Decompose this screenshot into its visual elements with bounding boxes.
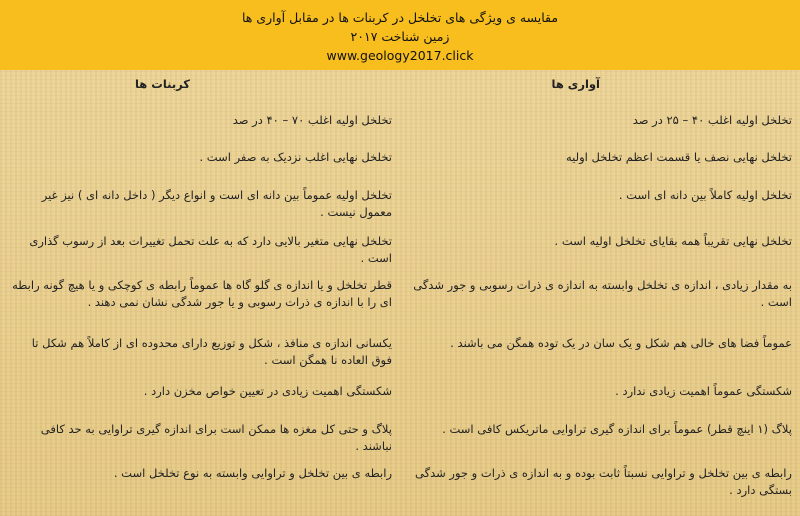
table-row xyxy=(0,221,800,269)
clastic-cell: شکستگی عموماً اهمیت زیادی ندارد . xyxy=(615,384,792,398)
column-header-clastic: آواری ها xyxy=(551,77,600,91)
carbonate-cell: رابطه ی بین تخلخل و تراوایی وابسته به نوع تخلخل است . xyxy=(113,466,392,480)
header-banner xyxy=(0,0,800,70)
clastic-cell: به مقدار زیادی ، اندازه ی تخلخل وابسته به اندازه ی ذرات رسوبی و جور شدگی است . xyxy=(413,278,792,309)
table-row xyxy=(0,411,800,455)
carbonate-cell: تخلخل اولیه اغلب ۷۰ – ۴۰ در صد xyxy=(232,113,392,127)
table-row xyxy=(0,137,800,175)
carbonate-cell: تخلخل نهایی اغلب نزدیک به صفر است . xyxy=(199,150,392,164)
clastic-cell: رابطه ی بین تخلخل و تراوایی نسبتاً ثابت بوده و به اندازه ی ذرات و جور شدگی بستگی دارد . xyxy=(415,466,792,497)
column-header-carbonate: کربنات ها xyxy=(134,77,190,91)
carbonate-cell: تخلخل نهایی متغیر بالایی دارد که به علت تحمل تغییرات بعد از رسوب گذاری است . xyxy=(29,234,392,265)
carbonate-cell: شکستگی اهمیت زیادی در تعیین خواص مخزن دارد . xyxy=(143,384,392,398)
clastic-cell: تخلخل نهایی نصف یا قسمت اعظم تخلخل اولیه xyxy=(565,150,792,164)
carbonate-cell: قطر تخلخل و یا اندازه ی گلو گاه ها عموماً رابطه ی کوچکی و یا هیچ گونه رابطه ای را با اندازه ی ذرات رسوبی و یا جور شدگی نشان نمی دهند . xyxy=(12,278,392,309)
clastic-cell: تخلخل اولیه کاملاً بین دانه ای است . xyxy=(618,188,792,202)
table-row xyxy=(0,373,800,411)
table-row xyxy=(0,455,800,499)
table-header-row xyxy=(0,70,800,100)
carbonate-cell: تخلخل اولیه عموماً بین دانه ای است و انواع دیگر ( داخل دانه ای ) نیز غیر معمول نیست . xyxy=(41,188,392,219)
comparison-area xyxy=(0,70,800,516)
clastic-cell: تخلخل اولیه اغلب ۴۰ – ۲۵ در صد xyxy=(632,113,792,127)
table-row xyxy=(0,175,800,221)
table-row xyxy=(0,327,800,373)
page-subtitle: زمین شناخت ۲۰۱۷ xyxy=(350,29,450,44)
clastic-cell: عموماً فضا های خالی هم شکل و یک سان در یک توده همگن می باشند . xyxy=(450,336,792,350)
page-title: مقایسه ی ویژگی های تخلخل در کربنات ها در مقابل آواری ها xyxy=(241,10,559,25)
site-url[interactable]: www.geology2017.click xyxy=(326,48,474,63)
carbonate-cell: پلاگ و حتی کل مغزه ها ممکن است برای اندازه گیری تراوایی به حد کافی نباشند . xyxy=(40,422,392,453)
clastic-cell: پلاگ (۱ اینچ قطر) عموماً برای اندازه گیری تراوایی ماتریکس کافی است . xyxy=(442,422,792,436)
table-row xyxy=(0,269,800,327)
comparison-table xyxy=(0,70,800,499)
clastic-cell: تخلخل نهایی تقریباً همه بقایای تخلخل اولیه است . xyxy=(554,234,792,248)
carbonate-cell: یکسانی اندازه ی منافذ ، شکل و توزیع دارای محدوده ای از کاملاً هم شکل تا فوق العاده نا همگن است . xyxy=(31,336,392,367)
table-row xyxy=(0,100,800,137)
